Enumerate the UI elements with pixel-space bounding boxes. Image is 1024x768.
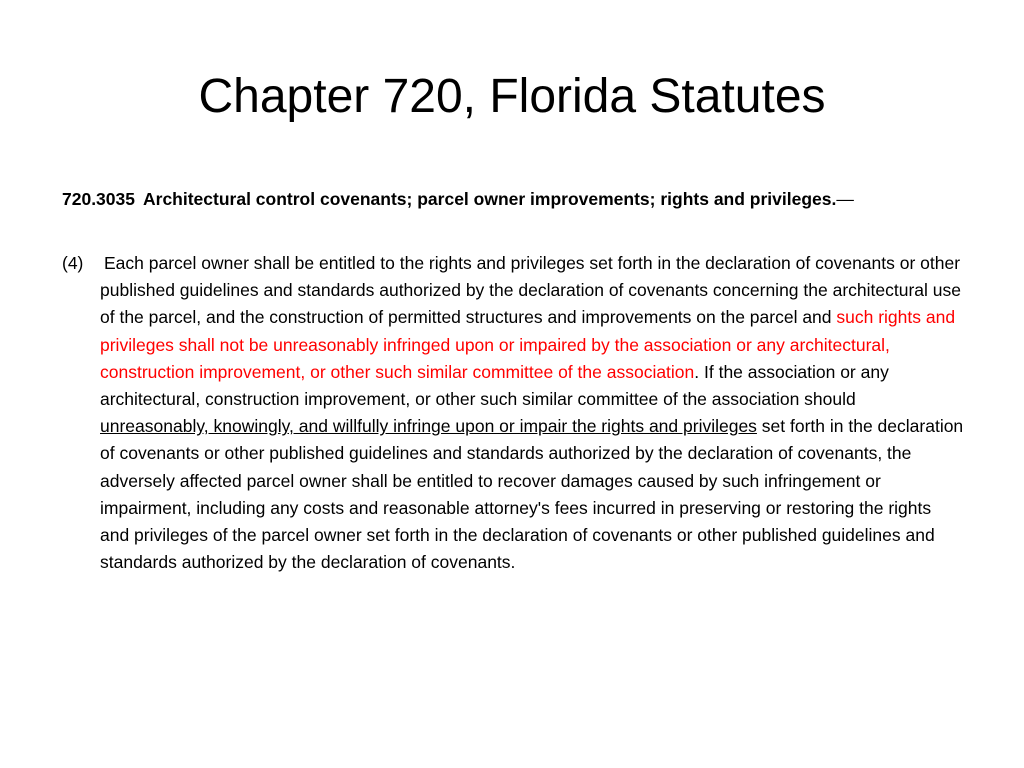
paragraph-text-part-3: set forth in the declaration of covenants or other published guidelines and standards authorized by the declaration of covenants, the adversely affected parcel owner shall be entitled to recover damages caused by such infringement or impairment, including any costs and reasonable attorney's fees incurred in preserving or restoring the rights and privileges of the parcel owner set forth in the declaration of covenants or other published guidelines and standards authorized by the declaration of covenants. <box>100 416 964 573</box>
paragraph-text-part-1: Each parcel owner shall be entitled to the rights and privileges set forth in the declaration of covenants or other published guidelines and standards authorized by the declaration of covenants concerning the architectural use of the parcel, and the construction of permitted structures and improvements on the parcel and <box>100 253 961 328</box>
red-highlighted-text: such rights and privileges shall not be unreasonably infringed upon or impaired by the association or any architectural, construction improvement, or other such similar committee of the association <box>100 307 956 382</box>
underlined-text: unreasonably, knowingly, and willfully infringe upon or impair the rights and privileges <box>100 416 757 437</box>
section-dash: — <box>836 189 854 209</box>
slide-title: Chapter 720, Florida Statutes <box>198 70 826 123</box>
subsection-marker: (4) <box>62 253 84 273</box>
subsection-paragraph <box>62 250 964 576</box>
statute-section-heading <box>62 186 982 212</box>
paragraph-text-part-2: . If the association or any architectural, construction improvement, or other such similar committee of the association should <box>100 361 889 410</box>
section-number: 720.3035 <box>62 189 135 209</box>
section-caption: Architectural control covenants; parcel owner improvements; rights and privileges. <box>143 189 837 209</box>
